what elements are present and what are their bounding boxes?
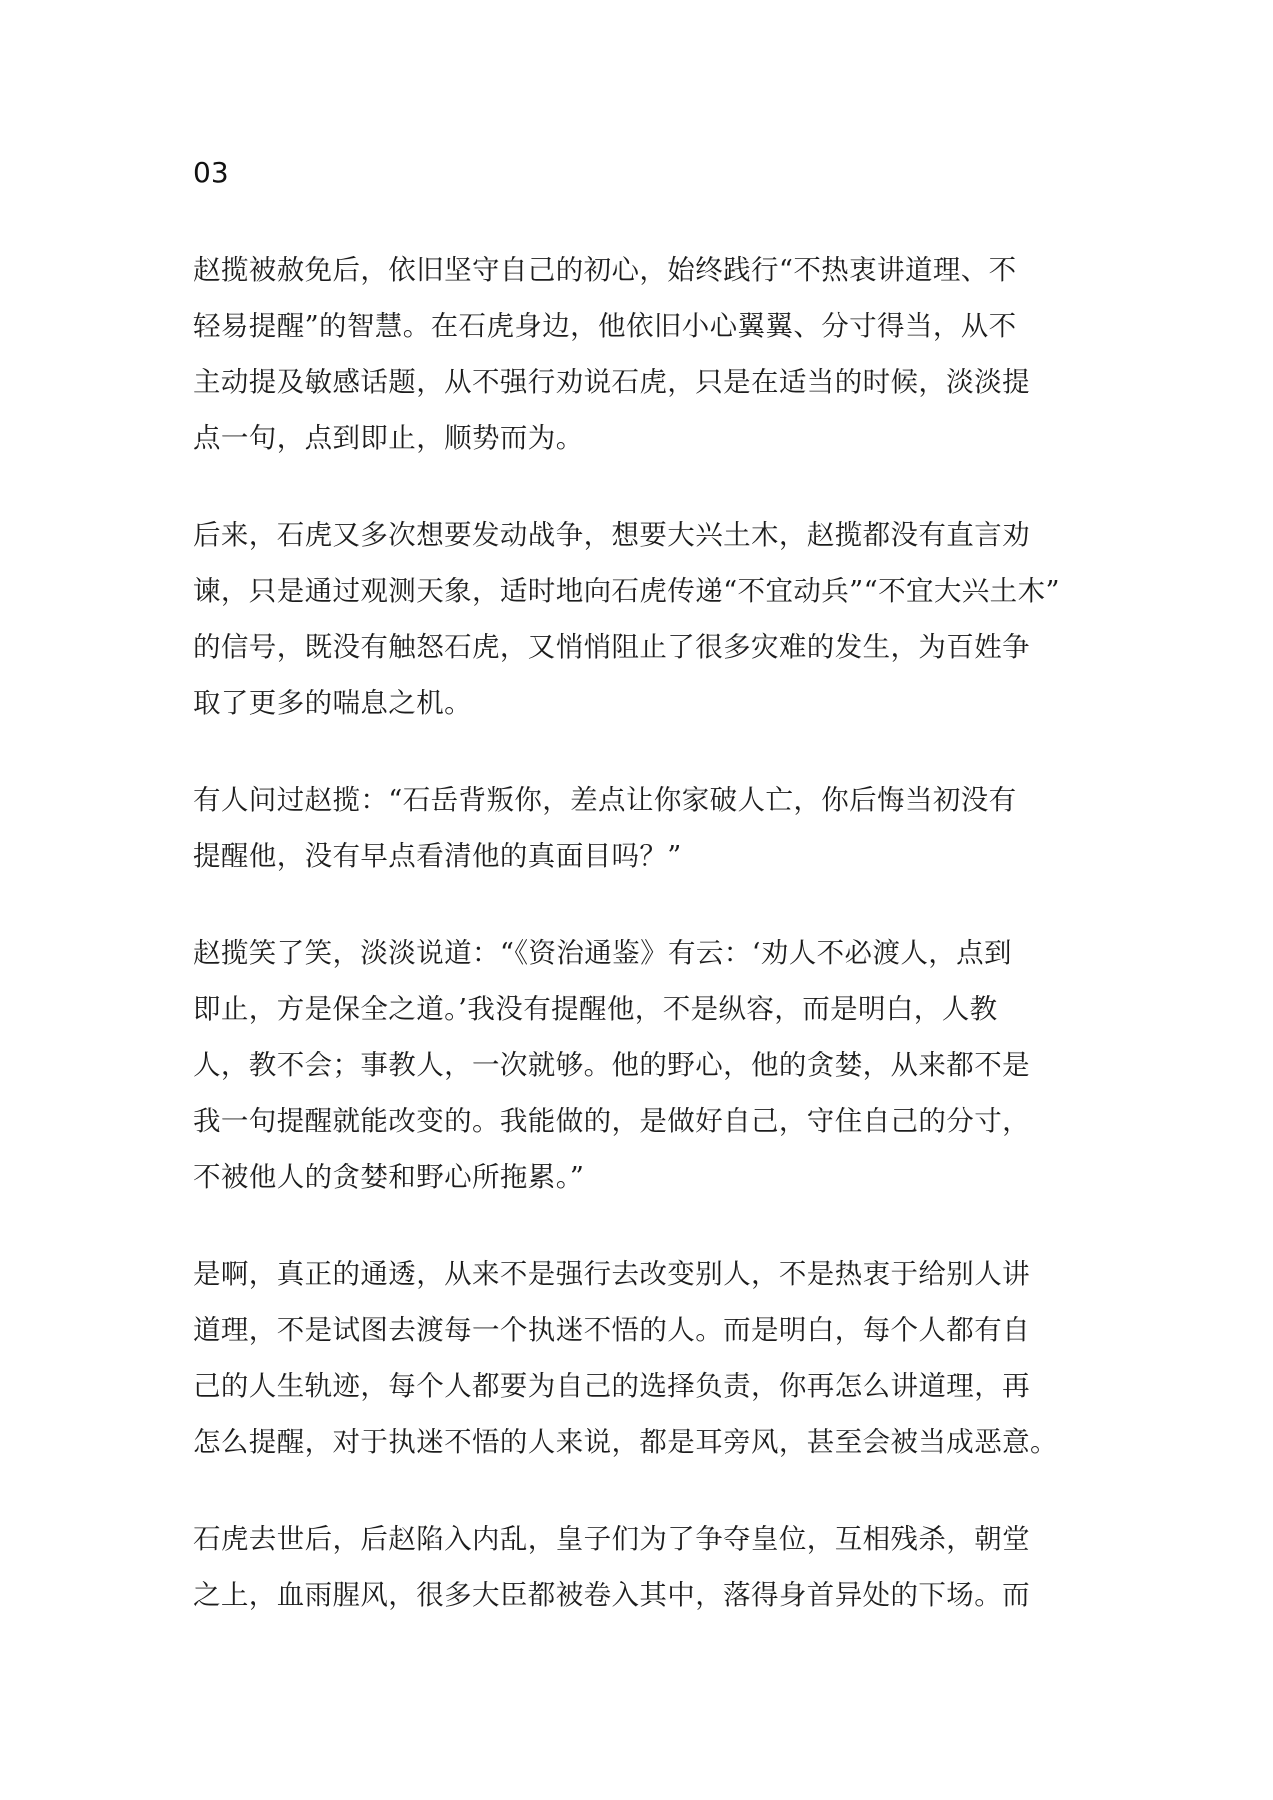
text-line: 石虎去世后，后赵陷入内乱，皇子们为了争夺皇位，互相残杀，朝堂 — [193, 1523, 1030, 1555]
text-line: 怎么提醒，对于执迷不悟的人来说，都是耳旁风，甚至会被当成恶意。 — [193, 1426, 1058, 1458]
paragraph — [193, 1246, 1083, 1470]
text-line: 轻易提醒”的智慧。在石虎身边，他依旧小心翼翼、分寸得当，从不 — [193, 310, 1017, 342]
text-line: 人，教不会；事教人，一次就够。他的野心，他的贪婪，从来都不是 — [193, 1049, 1030, 1081]
paragraph — [193, 507, 1083, 731]
text-line: 主动提及敏感话题，从不强行劝说石虎，只是在适当的时候，淡淡提 — [193, 366, 1030, 398]
text-line: 点一句，点到即止，顺势而为。 — [193, 422, 584, 454]
paragraph — [193, 242, 1083, 466]
text-line: 赵揽笑了笑，淡淡说道：“《资治通鉴》有云：‘劝人不必渡人，点到 — [193, 937, 1012, 969]
paragraph — [193, 925, 1083, 1205]
text-line: 后来，石虎又多次想要发动战争，想要大兴土木，赵揽都没有直言劝 — [193, 519, 1030, 551]
section-number: 03 — [193, 156, 229, 189]
text-line: 的信号，既没有触怒石虎，又悄悄阻止了很多灾难的发生，为百姓争 — [193, 631, 1030, 663]
text-line: 道理，不是试图去渡每一个执迷不悟的人。而是明白，每个人都有自 — [193, 1314, 1030, 1346]
text-line: 即止，方是保全之道。’我没有提醒他，不是纵容，而是明白，人教 — [193, 993, 998, 1025]
paragraph — [193, 1511, 1083, 1623]
text-line: 取了更多的喘息之机。 — [193, 687, 472, 719]
paragraph — [193, 772, 1083, 884]
text-line: 是啊，真正的通透，从来不是强行去改变别人，不是热衷于给别人讲 — [193, 1258, 1030, 1290]
text-line: 提醒他，没有早点看清他的真面目吗？” — [193, 840, 682, 872]
article-body — [193, 242, 1083, 1664]
text-line: 之上，血雨腥风，很多大臣都被卷入其中，落得身首异处的下场。而 — [193, 1579, 1030, 1611]
text-line: 赵揽被赦免后，依旧坚守自己的初心，始终践行“不热衷讲道理、不 — [193, 254, 1017, 286]
text-line: 己的人生轨迹，每个人都要为自己的选择负责，你再怎么讲道理，再 — [193, 1370, 1030, 1402]
text-line: 谏，只是通过观测天象，适时地向石虎传递“不宜动兵”“不宜大兴土木” — [193, 575, 1060, 607]
text-line: 不被他人的贪婪和野心所拖累。” — [193, 1161, 585, 1193]
text-line: 我一句提醒就能改变的。我能做的，是做好自己，守住自己的分寸， — [193, 1105, 1030, 1137]
text-line: 有人问过赵揽：“石岳背叛你，差点让你家破人亡，你后悔当初没有 — [193, 784, 1017, 816]
